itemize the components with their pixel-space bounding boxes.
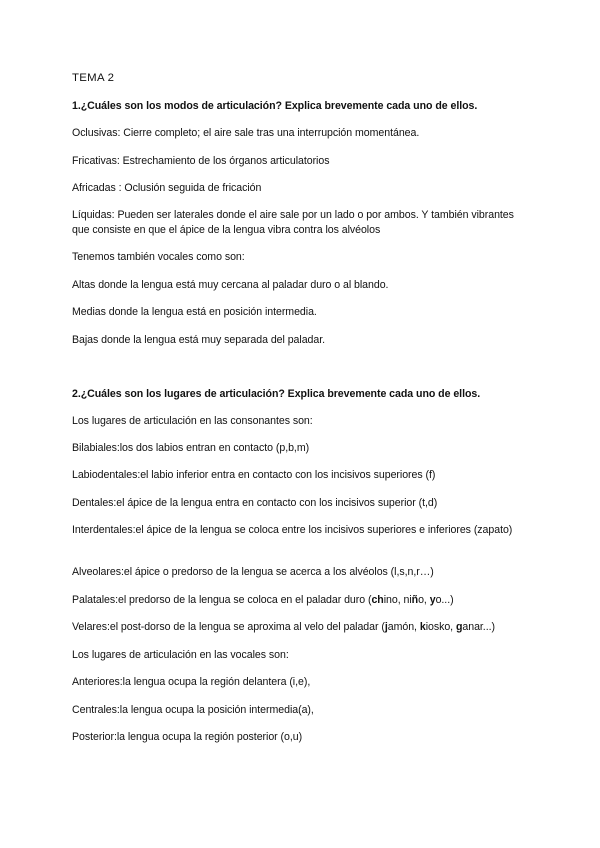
velares-text-3: anar...) <box>462 621 495 633</box>
answer-posterior: Posterior:la lengua ocupa la región posterior (o,u) <box>72 731 303 743</box>
answer-altas: Altas donde la lengua está muy cercana al paladar duro o al blando. <box>72 279 389 291</box>
palatales-text: Palatales:el predorso de la lengua se coloca en el paladar duro ( <box>72 594 372 606</box>
answer-centrales: Centrales:la lengua ocupa la posición intermedia(a), <box>72 704 314 716</box>
answer-labiodentales: Labiodentales:el labio inferior entra en contacto con los incisivos superiores (f) <box>72 469 436 481</box>
palatales-bold-3: y <box>429 594 436 606</box>
question-1: 1.¿Cuáles son los modos de articulación? Explica brevemente cada uno de ellos. <box>72 100 478 112</box>
answer-oclusivas: Oclusivas: Cierre completo; el aire sale tras una interrupción momentánea. <box>72 127 420 139</box>
document-title: TEMA 2 <box>72 72 115 84</box>
palatales-text-2: o, <box>418 594 430 606</box>
velares-text: Velares:el post-dorso de la lengua se aproxima al velo del paladar ( <box>72 621 385 633</box>
answer-vocales-intro: Tenemos también vocales como son: <box>72 251 245 263</box>
velares-bold-3: g <box>455 621 463 633</box>
question-2: 2.¿Cuáles son los lugares de articulación? Explica brevemente cada uno de ellos. <box>72 388 481 400</box>
palatales-text-3: o...) <box>435 594 454 606</box>
answer-velares <box>72 620 495 635</box>
answer-liquidas: Líquidas: Pueden ser laterales donde el aire sale por un lado o por ambos. Y también vibrantes que consiste en que el ápice de la lengua vibra contra los alvéolos <box>72 209 514 236</box>
answer-vocales-lugares-intro: Los lugares de articulación en las vocales son: <box>72 649 289 661</box>
answer-bilabiales: Bilabiales:los dos labios entran en contacto (p,b,m) <box>72 442 310 454</box>
answer-interdentales: Interdentales:el ápice de la lengua se coloca entre los incisivos superiores e inferiores (zapato) <box>72 524 513 536</box>
answer-alveolares: Alveolares:el ápice o predorso de la lengua se acerca a los alvéolos (l,s,n,r…) <box>72 566 434 578</box>
palatales-bold-2: ñ <box>411 594 419 606</box>
answer-africadas: Africadas : Oclusión seguida de fricación <box>72 182 262 194</box>
answer-palatales <box>72 593 454 608</box>
velares-text-1: amón, <box>387 621 420 633</box>
palatales-text-1: ino, ni <box>383 594 412 606</box>
velares-bold-2: k <box>419 621 426 633</box>
answer-fricativas: Fricativas: Estrechamiento de los órganos articulatorios <box>72 155 330 167</box>
answer-medias: Medias donde la lengua está en posición intermedia. <box>72 306 317 318</box>
velares-text-2: iosko, <box>425 621 456 633</box>
palatales-bold-1: ch <box>371 594 384 606</box>
answer-dentales: Dentales:el ápice de la lengua entra en contacto con los incisivos superior (t,d) <box>72 497 438 509</box>
answer-consonantes-intro: Los lugares de articulación en las consonantes son: <box>72 415 313 427</box>
answer-bajas: Bajas donde la lengua está muy separada del paladar. <box>72 334 326 346</box>
answer-anteriores: Anteriores:la lengua ocupa la región delantera (i,e), <box>72 676 311 688</box>
velares-bold-1: j <box>384 621 388 633</box>
